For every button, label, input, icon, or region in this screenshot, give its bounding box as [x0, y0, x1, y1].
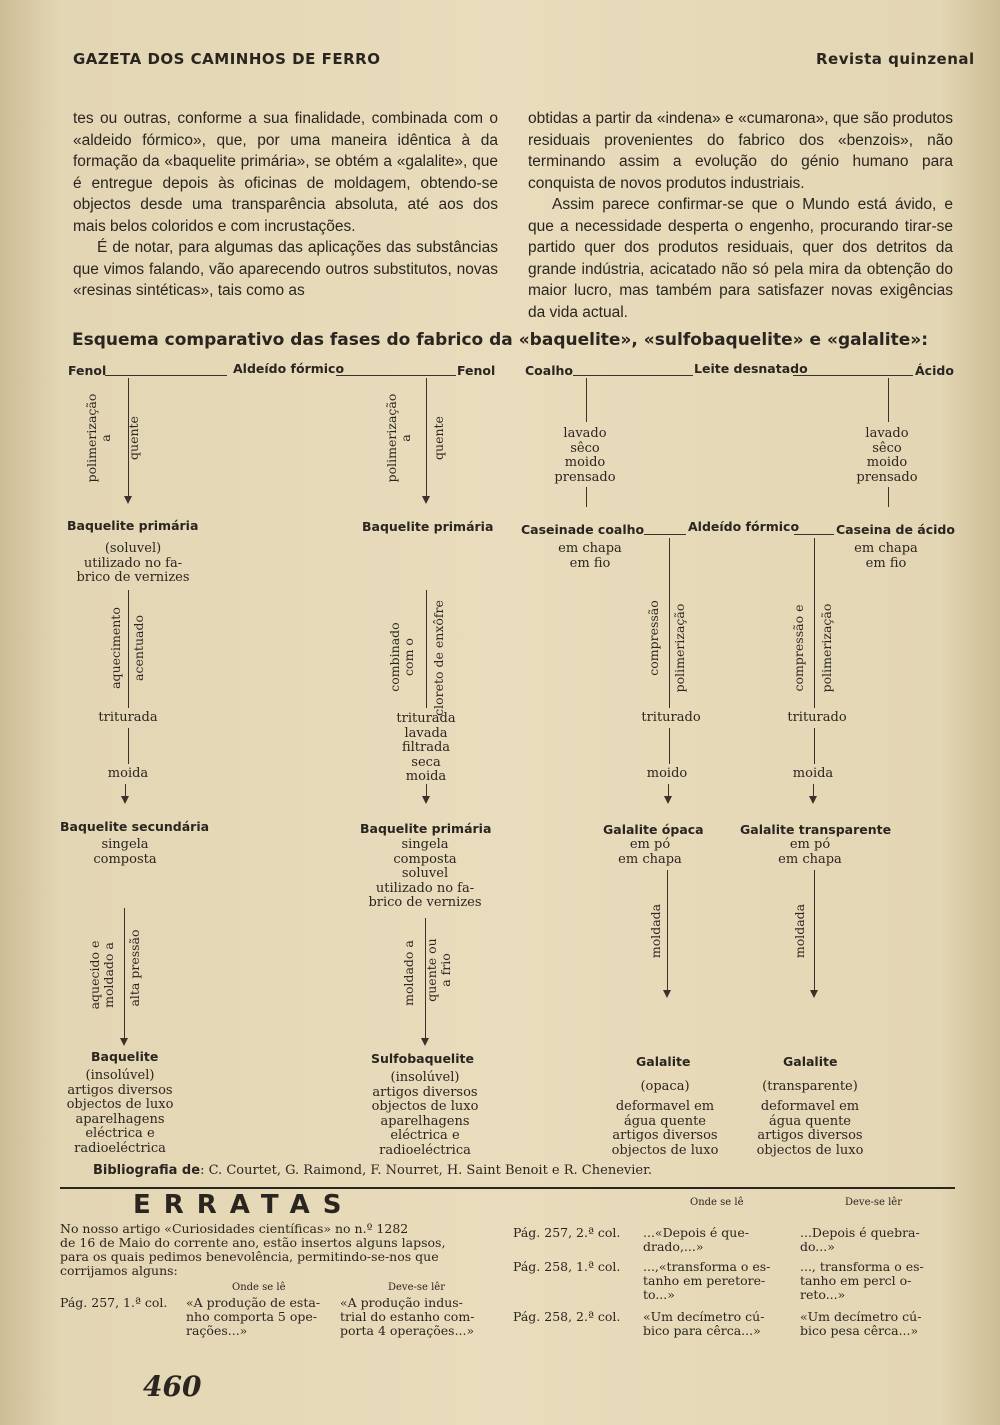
column-header: Deve-se lêr	[845, 1197, 903, 1208]
arrow-down-icon	[664, 796, 672, 804]
process-label: acentuado	[131, 615, 146, 681]
errata-page: Pág. 258, 1.ª col.	[513, 1259, 621, 1274]
process-label: quente	[431, 416, 446, 460]
errata-onde: «Um decímetro cú- bico para cêrca...»	[643, 1309, 765, 1338]
form-list: em chapa em fio	[558, 541, 622, 571]
galalite-opaca-label: Galalite ópaca	[603, 822, 704, 837]
errata-page: Pág. 257, 2.ª col.	[513, 1225, 621, 1240]
description: (soluvel) utilizado no fa- brico de vernizes	[76, 541, 190, 585]
flow-line	[128, 728, 129, 764]
connector	[573, 375, 693, 376]
flow-line	[669, 728, 670, 764]
arrow-down-icon	[120, 1038, 128, 1046]
galalite-final-label: Galalite	[783, 1054, 838, 1069]
process-label: polimerização	[672, 603, 687, 693]
step-list: triturada lavada filtrada seca moida	[396, 711, 456, 784]
connector	[793, 375, 913, 376]
paragraph: Assim parece confirmar-se que o Mundo está ávido, e que a necessidade desperta o engenho, procurando tirar-se partido quer dos produtos residuais, quer dos detritos da grande indústria, acicatado não só pela mira da obtenção do maior lucro, mas também para satisfazer novas exigências da vida actual.	[528, 196, 953, 321]
baquelite-final-label: Baquelite	[91, 1049, 159, 1064]
form-list: em pó em chapa	[778, 837, 842, 867]
arrow-down-icon	[121, 796, 129, 804]
flow-line	[888, 487, 889, 507]
process-label: aquecimento	[108, 607, 123, 689]
errata-onde: ...«Depois é que- drado,...»	[643, 1225, 749, 1254]
flow-line	[586, 378, 587, 422]
description: (insolúvel) artigos diversos objectos de luxo aparelhagens eléctrica e radioeléctrica	[371, 1070, 479, 1158]
arrow-down-icon	[421, 1038, 429, 1046]
magazine-title: GAZETA DOS CAMINHOS DE FERRO	[73, 50, 381, 68]
baquelite-primaria-label: Baquelite primária	[362, 519, 494, 534]
galalite-transparente-label: Galalite transparente	[740, 822, 892, 837]
right-column	[528, 108, 953, 323]
bibliography-label: Bibliografia de	[93, 1163, 201, 1178]
errata-onde: «A produção de esta- nho comporta 5 ope- rações...»	[186, 1295, 321, 1338]
process-steps: lavado sêco moido prensado	[856, 426, 918, 485]
flow-line	[586, 487, 587, 507]
left-column	[73, 108, 498, 302]
label-fenol: Fenol	[68, 363, 107, 378]
paragraph: tes ou outras, conforme a sua finalidade, combinada com o «aldeido fórmico», que, por uma maneira idêntica à da formação da «baquelite primária», se obtém a «galalite», que é entregue depois às oficinas de moldagem, obtendo-se objectos desde uma transparência absoluta, até aos dos mais belos coloridos e com incrustações.	[73, 110, 498, 235]
erratas-intro: No nosso artigo «Curiosidades científicas» no n.º 1282 de 16 de Maio do corrente ano, estão insertos alguns lapsos, para os quais pedimos benevolência, permitindo-se-nos que corrijamos alguns:	[60, 1221, 446, 1278]
column-header: Deve-se lêr	[388, 1282, 446, 1293]
column-header: Onde se lê	[690, 1197, 744, 1208]
paragraph: obtidas a partir da «indena» e «cumarona», que são produtos residuais provenientes do fabrico dos «benzois», não terminando assim a evolução do génio humano para conquista de novos produtos industriais.	[528, 110, 953, 192]
process-label: quente ou a frio	[424, 938, 453, 1002]
baquelite-secundaria-label: Baquelite secundária	[60, 819, 210, 834]
arrow-down-icon	[810, 990, 818, 998]
errata-deve: ..., transforma o es- tanho em percl o- reto...»	[800, 1259, 924, 1302]
process-label: cloreto de enxôfre	[431, 600, 446, 716]
errata-deve: «Um decímetro cú- bico pesa cêrca...»	[800, 1309, 922, 1338]
column-header: Onde se lê	[232, 1282, 286, 1293]
sulfobaquelite-label: Sulfobaquelite	[371, 1051, 474, 1066]
connector	[794, 534, 834, 535]
flow-line	[426, 590, 427, 708]
step-label: moida	[792, 766, 834, 781]
errata-deve: ...Depois é quebra- do...»	[800, 1225, 920, 1254]
flow-line	[814, 870, 815, 992]
step-label: triturado	[787, 710, 847, 725]
baquelite-primaria-label: Baquelite primária	[360, 821, 492, 836]
process-label: moldado a	[401, 940, 416, 1006]
bibliography-text: : C. Courtet, G. Raimond, F. Nourret, H. Saint Benoit e R. Chenevier.	[200, 1163, 653, 1178]
arrow-down-icon	[809, 796, 817, 804]
divider	[60, 1187, 955, 1189]
step-label: triturado	[641, 710, 701, 725]
arrow-down-icon	[663, 990, 671, 998]
arrow-down-icon	[124, 496, 132, 504]
step-label: triturada	[98, 710, 158, 725]
label-leite: Leite desnatado	[694, 361, 808, 376]
label-aldeido: Aldeído fórmico	[233, 361, 345, 376]
process-label: quente	[126, 416, 141, 460]
step-label: moida	[107, 766, 149, 781]
label-coalho: Coalho	[525, 363, 573, 378]
flow-line	[814, 728, 815, 764]
flow-line	[128, 590, 129, 708]
flow-line	[667, 870, 668, 992]
flow-line	[888, 378, 889, 422]
description: (transparente)	[762, 1079, 858, 1094]
description: singela composta	[93, 837, 157, 867]
process-label: moldada	[648, 903, 663, 959]
bibliography	[93, 1163, 652, 1178]
step-label: moido	[646, 766, 688, 781]
connector	[336, 375, 456, 376]
page-number: 460	[143, 1370, 202, 1403]
form-list: em chapa em fio	[854, 541, 918, 571]
process-label: polimerização	[819, 603, 834, 693]
galalite-final-label: Galalite	[636, 1054, 691, 1069]
errata-onde: ...,«transforma o es- tanho em peretore- to...»	[643, 1259, 771, 1302]
flow-line	[669, 538, 670, 708]
paragraph: É de notar, para algumas das aplicações das substâncias que vimos falando, vão aparecendo outros substitutos, novas «resinas sintéticas», tais como as	[73, 239, 498, 299]
aldeido-label: Aldeído fórmico	[688, 519, 800, 534]
form-list: em pó em chapa	[618, 837, 682, 867]
process-label: polimerização a	[384, 393, 413, 483]
connector	[105, 375, 227, 376]
process-steps: lavado sêco moido prensado	[554, 426, 616, 485]
process-label: compressão	[646, 600, 661, 676]
caseina-coalho-label: Caseinade coalho	[521, 522, 645, 537]
label-fenol: Fenol	[457, 363, 496, 378]
errata-deve: «A produção indus- trial do estanho com- porta 4 operações...»	[340, 1295, 475, 1338]
process-label: alta pressão	[127, 929, 142, 1007]
description: singela composta soluvel utilizado no fa- brico de vernizes	[368, 837, 482, 910]
flow-line	[814, 538, 815, 708]
erratas-title: ERRATAS	[133, 1190, 355, 1220]
arrow-down-icon	[422, 796, 430, 804]
process-label: polimerização a	[84, 393, 113, 483]
description: deformavel em água quente artigos diversos objectos de luxo	[756, 1099, 864, 1158]
label-acido: Ácido	[915, 363, 954, 378]
errata-page: Pág. 258, 2.ª col.	[513, 1309, 621, 1324]
flow-line	[124, 908, 125, 1040]
section-label: Revista quinzenal	[816, 50, 975, 68]
flow-line	[426, 378, 427, 498]
description: (opaca)	[640, 1079, 690, 1094]
description: deformavel em água quente artigos diversos objectos de luxo	[611, 1099, 719, 1158]
connector	[644, 534, 686, 535]
process-label: moldada	[792, 903, 807, 959]
description: (insolúvel) artigos diversos objectos de luxo aparelhagens eléctrica e radioeléctrica	[66, 1068, 174, 1156]
process-label: compressão e	[791, 604, 806, 692]
process-label: combinado com o	[387, 622, 416, 692]
diagram-title: Esquema comparativo das fases do fabrico da «baquelite», «sulfobaquelite» e «galalite»:	[71, 330, 929, 350]
errata-page: Pág. 257, 1.ª col.	[60, 1295, 168, 1310]
process-label: aquecido e moldado a	[87, 940, 116, 1010]
caseina-acido-label: Caseina de ácido	[836, 522, 955, 537]
baquelite-primaria-label: Baquelite primária	[67, 518, 199, 533]
arrow-down-icon	[422, 496, 430, 504]
